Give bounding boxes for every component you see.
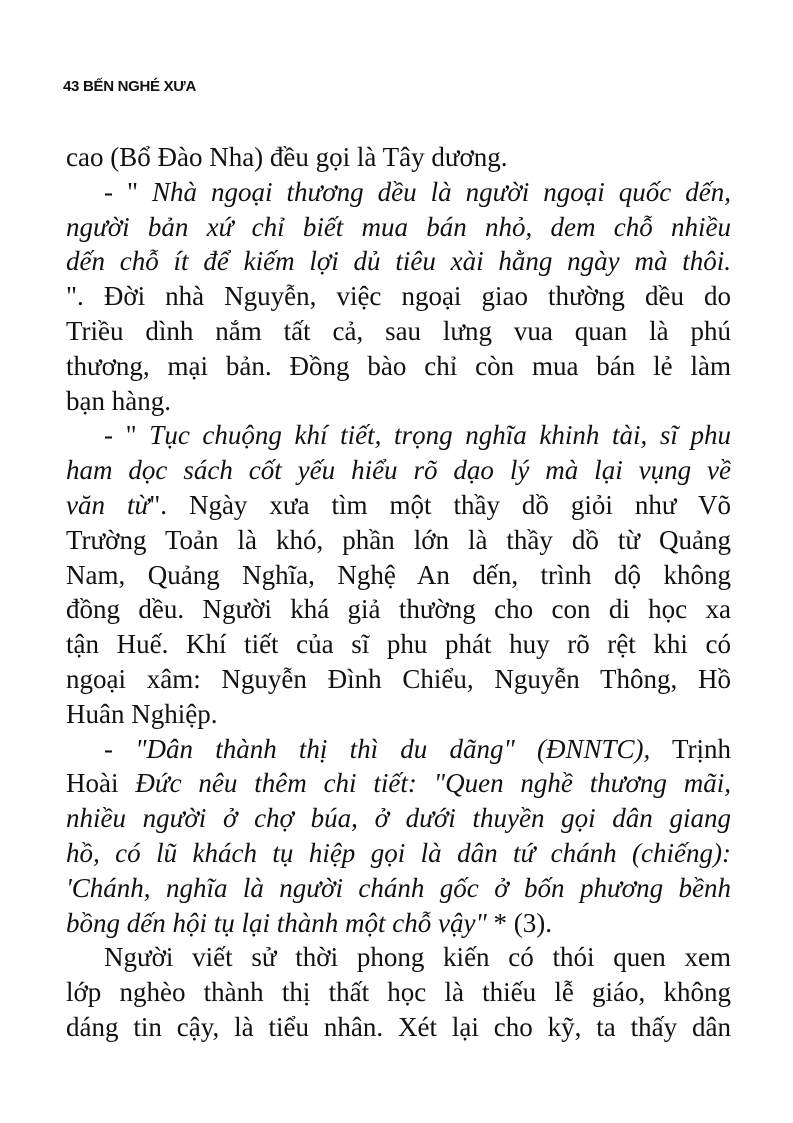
text-line <box>66 279 731 314</box>
text-line <box>66 940 731 975</box>
text-segment: Triều dình nắm tất cả, sau lưng vua quan là phú <box>66 315 731 346</box>
text-line <box>66 975 731 1010</box>
text-segment: Người viết sử thời phong kiến có thói quen xem <box>104 942 731 973</box>
text-segment: Nam, Quảng Nghĩa, Nghệ An dến, trình dộ không <box>66 559 731 590</box>
italic-text-segment: ham dọc sách cốt yếu hiểu rõ dạo lý mà lại vụng về <box>66 455 731 486</box>
text-segment: tận Huế. Khí tiết của sĩ phu phát huy rõ rệt khi có <box>66 629 731 660</box>
text-segment: Hoài <box>66 768 136 799</box>
italic-text-segment: bồng dến hội tụ lại thành một chỗ vậy" <box>66 907 487 938</box>
text-line <box>66 523 731 558</box>
italic-text-segment: "Dân thành thị thì du dãng" (ĐNNTC), <box>135 733 651 764</box>
text-segment: ". Ngày xưa tìm một thầy dồ giỏi như Võ <box>149 489 732 520</box>
text-line <box>66 906 731 941</box>
text-line <box>66 384 731 419</box>
italic-text-segment: Đức nêu thêm chi tiết: "Quen nghề thương mãi, <box>135 768 731 799</box>
text-segment: dáng tin cậy, là tiểu nhân. Xét lại cho kỹ, ta thấy dân <box>66 1011 731 1042</box>
text-line <box>66 627 731 662</box>
text-segment: lớp nghèo thành thị thất học là thiếu lễ giáo, không <box>66 977 731 1008</box>
italic-text-segment: Tục chuộng khí tiết, trọng nghĩa khinh tài, sĩ phu <box>149 420 732 451</box>
text-segment: thương, mại bản. Đồng bào chỉ còn mua bán lẻ làm <box>66 350 731 381</box>
text-line <box>66 418 731 453</box>
text-line <box>66 488 731 523</box>
text-segment: Trịnh <box>650 733 731 764</box>
italic-text-segment: người bản xứ chỉ biết mua bán nhỏ, dem chỗ nhiều <box>66 211 731 242</box>
text-line <box>66 314 731 349</box>
text-segment: - " <box>104 176 153 207</box>
text-segment: Trường Toản là khó, phần lớn là thầy dồ từ Quảng <box>66 524 731 555</box>
text-line <box>66 766 731 801</box>
text-line <box>66 558 731 593</box>
text-line <box>66 801 731 836</box>
text-line <box>66 175 731 210</box>
text-line <box>66 836 731 871</box>
italic-text-segment: hồ, có lũ khách tụ hiệp gọi là dân tứ chánh (chiếng): <box>66 837 731 868</box>
text-segment: - <box>104 733 136 764</box>
text-line <box>66 210 731 245</box>
text-line <box>66 244 731 279</box>
text-line <box>66 592 731 627</box>
text-line <box>66 349 731 384</box>
text-line <box>66 871 731 906</box>
italic-text-segment: Nhà ngoại thương dều là người ngoại quốc dến, <box>152 176 731 207</box>
text-line <box>66 453 731 488</box>
text-line <box>66 697 731 732</box>
text-segment: Huân Nghiệp. <box>66 698 218 729</box>
text-segment: ". Đời nhà Nguyễn, việc ngoại giao thường dều do <box>66 281 731 312</box>
running-head: 43 BẾN NGHÉ XƯA <box>63 78 196 95</box>
italic-text-segment: nhiều người ở chợ búa, ở dưới thuyền gọi dân giang <box>66 803 731 834</box>
text-segment: * (3). <box>486 907 553 938</box>
italic-text-segment: dến chỗ ít để kiếm lợi dủ tiêu xài hằng ngày mà thôi. <box>66 246 731 277</box>
text-segment: cao (Bổ Đào Nha) đều gọi là Tây dương. <box>66 142 508 172</box>
text-segment: bạn hàng. <box>66 385 171 416</box>
text-segment: ngoại xâm: Nguyễn Đình Chiểu, Nguyễn Thông, Hồ <box>66 663 731 694</box>
page-body-text <box>66 140 731 1045</box>
text-segment: - " <box>104 420 150 451</box>
text-line <box>66 732 731 767</box>
text-line <box>66 662 731 697</box>
text-segment: đồng dều. Người khá giả thường cho con di học xa <box>66 594 731 625</box>
italic-text-segment: văn từ <box>66 489 150 520</box>
italic-text-segment: 'Chánh, nghĩa là người chánh gốc ở bốn phương bềnh <box>66 872 731 903</box>
text-line <box>66 1010 731 1045</box>
text-line <box>66 140 731 175</box>
